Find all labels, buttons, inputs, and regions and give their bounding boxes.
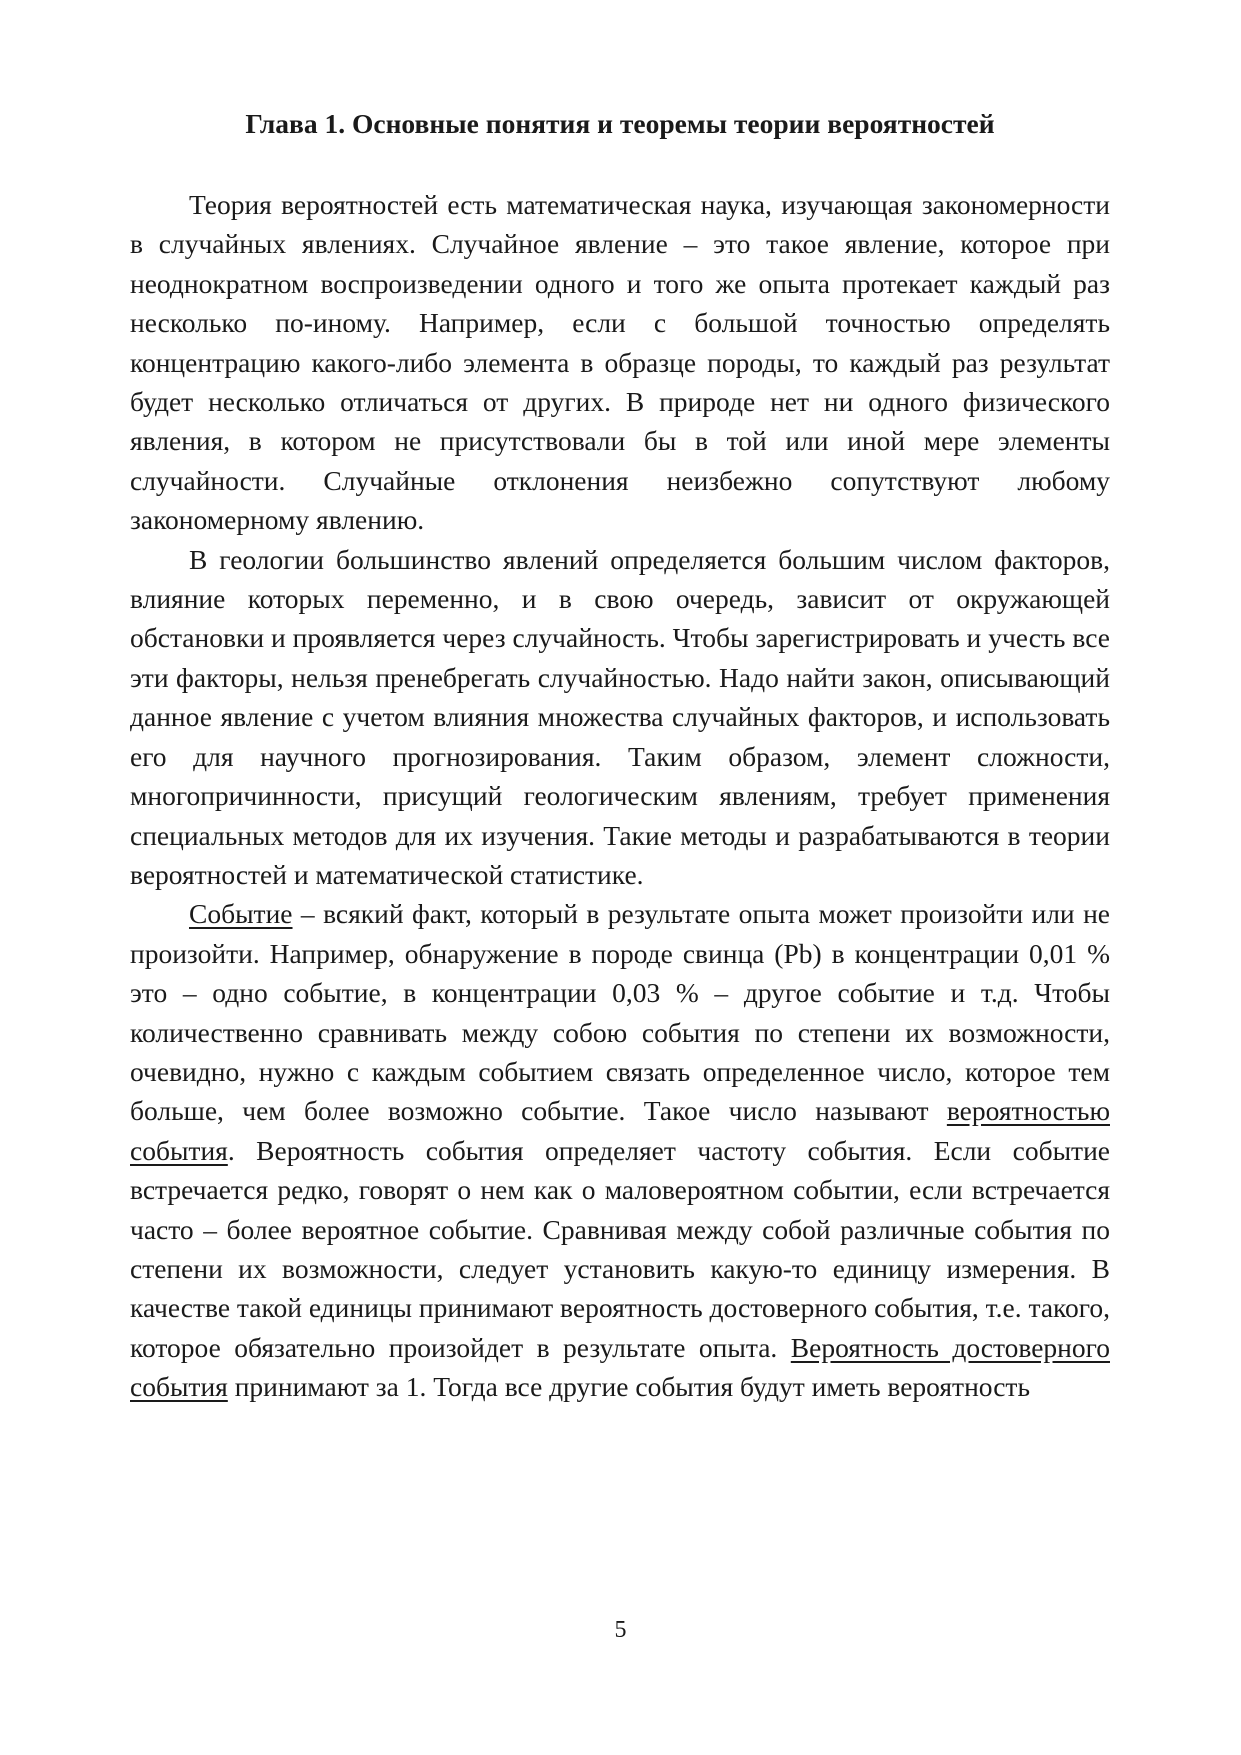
paragraph-probability-theory: Теория вероятностей есть математическая наука, изучающая закономерности в случайных явлениях. Случайное явление – это такое явление, которое при неоднократном воспроизведении одного и того же опыта протекает каждый раз несколько по-иному. Например, если с большой точностью определять концентрацию какого-либо элемента в образце породы, то каждый раз результат будет несколько отличаться от других. В природе нет ни одного физического явления, в котором не присутствовали бы в той или иной мере элементы случайности. Случайные отклонения неизбежно сопутствуют любому закономерному явлению. <box>130 189 1110 536</box>
event-text-part-1: – всякий факт, который в результате опыта может произойти или не произойти. Например, обнаружение в породе свинца (Pb) в концентрации 0,01 % это – одно событие, в концентрации 0,03 % – другое событие и т.д. Чтобы количественно сравнивать между собою события по степени их возможности, очевидно, нужно с каждым событием связать определенное число, которое тем больше, чем более возможно событие. Такое число называют <box>130 898 1110 1127</box>
event-text-part-3: принимают за 1. Тогда все другие события будут иметь вероятность <box>227 1371 1030 1403</box>
term-probability-of-event: вероятностью события <box>130 1095 1110 1166</box>
chapter-title: Глава 1. Основные понятия и теоремы теории вероятностей <box>245 108 995 139</box>
paragraph-event-definition <box>130 894 1110 1406</box>
page-number: 5 <box>614 1617 627 1643</box>
paragraph-geology: В геологии большинство явлений определяется большим числом факторов, влияние которых переменно, и в свою очередь, зависит от окружающей обстановки и проявляется через случайность. Чтобы зарегистрировать и учесть все эти факторы, нельзя пренебрегать случайностью. Надо найти закон, описывающий данное явление с учетом влияния множества случайных факторов, и использовать его для научного прогнозирования. Таким образом, элемент сложности, многопричинности, присущий геологическим явлениям, требует применения специальных методов для их изучения. Такие методы и разрабатываются в теории вероятностей и математической статистике. <box>130 543 1110 890</box>
event-text-part-2: . Вероятность события определяет частоту события. Если событие встречается редко, говорят о нем как о маловероятном событии, если встречается часто – более вероятное событие. Сравнивая между собой различные события по степени их возможности, следует установить какую-то единицу измерения. В качестве такой единицы принимают вероятность достоверного события, т.е. такого, которое обязательно произойдет в результате опыта. <box>130 1134 1110 1363</box>
body-text <box>130 185 1110 1407</box>
term-event: Событие <box>189 898 293 930</box>
term-certain-event-probability: Вероятность достоверного события <box>130 1331 1110 1403</box>
